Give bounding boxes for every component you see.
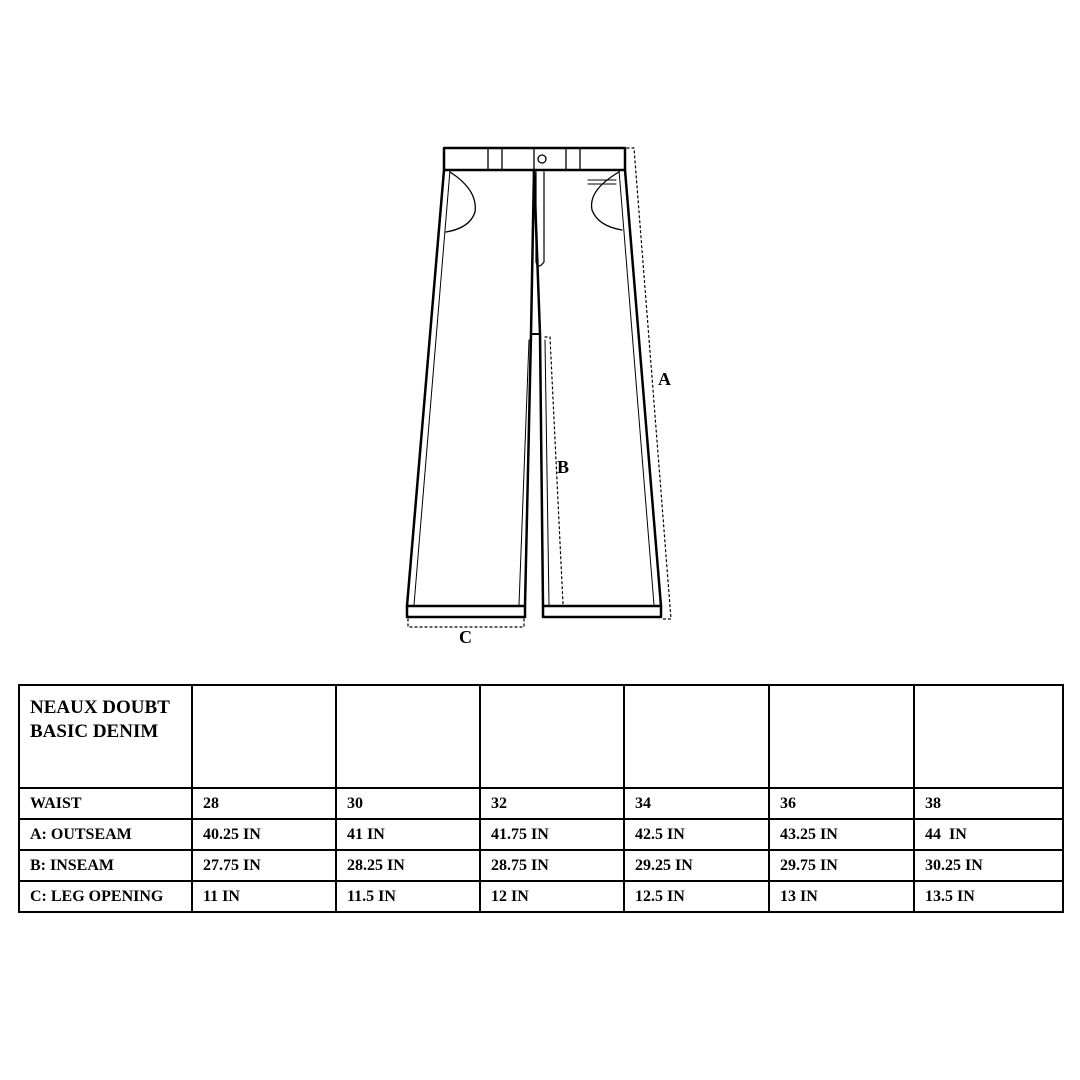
table-cell: 12.5 IN xyxy=(624,881,769,912)
product-title-line2: BASIC DENIM xyxy=(30,721,159,742)
table-cell: 42.5 IN xyxy=(624,819,769,850)
table-cell: 36 xyxy=(769,788,914,819)
left-pocket xyxy=(446,172,475,232)
table-cell: 11.5 IN xyxy=(336,881,480,912)
table-row-waist xyxy=(19,788,1063,819)
leg-opening-measure-line xyxy=(408,619,524,627)
table-cell: 28.75 IN xyxy=(480,850,624,881)
table-cell: 43.25 IN xyxy=(769,819,914,850)
left-inner-seam xyxy=(525,170,534,606)
table-cell: 28.25 IN xyxy=(336,850,480,881)
table-cell: 30.25 IN xyxy=(914,850,1063,881)
outseam-label: A xyxy=(658,369,671,389)
table-row-leg-opening xyxy=(19,881,1063,912)
header-cell xyxy=(192,685,336,788)
table-cell: 38 xyxy=(914,788,1063,819)
table-cell: 41 IN xyxy=(336,819,480,850)
table-cell: 27.75 IN xyxy=(192,850,336,881)
header-cell xyxy=(336,685,480,788)
button-icon xyxy=(538,155,546,163)
table-cell: 40.25 IN xyxy=(192,819,336,850)
header-cell xyxy=(769,685,914,788)
row-label: B: INSEAM xyxy=(19,850,192,881)
size-chart-table xyxy=(18,684,1064,913)
table-cell: 29.75 IN xyxy=(769,850,914,881)
right-pocket xyxy=(592,172,622,230)
header-cell xyxy=(914,685,1063,788)
header-cell xyxy=(480,685,624,788)
product-title-cell xyxy=(19,685,192,788)
row-label: A: OUTSEAM xyxy=(19,819,192,850)
product-title-line1: NEAUX DOUBT xyxy=(30,697,170,718)
right-inner-seam xyxy=(534,170,543,606)
table-cell: 44 IN xyxy=(914,819,1063,850)
table-cell: 32 xyxy=(480,788,624,819)
table-cell: 41.75 IN xyxy=(480,819,624,850)
right-hem xyxy=(543,606,661,617)
inseam-label: B xyxy=(557,457,570,477)
table-cell: 29.25 IN xyxy=(624,850,769,881)
table-cell: 12 IN xyxy=(480,881,624,912)
row-label: C: LEG OPENING xyxy=(19,881,192,912)
table-cell: 13 IN xyxy=(769,881,914,912)
table-row-outseam xyxy=(19,819,1063,850)
coin-pocket xyxy=(588,180,616,184)
left-hem xyxy=(407,606,525,617)
row-label: WAIST xyxy=(19,788,192,819)
table-cell: 34 xyxy=(624,788,769,819)
table-header-row xyxy=(19,685,1063,788)
header-cell xyxy=(624,685,769,788)
table-cell: 13.5 IN xyxy=(914,881,1063,912)
table-cell: 11 IN xyxy=(192,881,336,912)
table-cell: 30 xyxy=(336,788,480,819)
leg-opening-label: C xyxy=(459,627,472,647)
table-cell: 28 xyxy=(192,788,336,819)
table-row-inseam xyxy=(19,850,1063,881)
left-outer-seam xyxy=(407,170,444,606)
right-outer-seam xyxy=(625,170,661,606)
